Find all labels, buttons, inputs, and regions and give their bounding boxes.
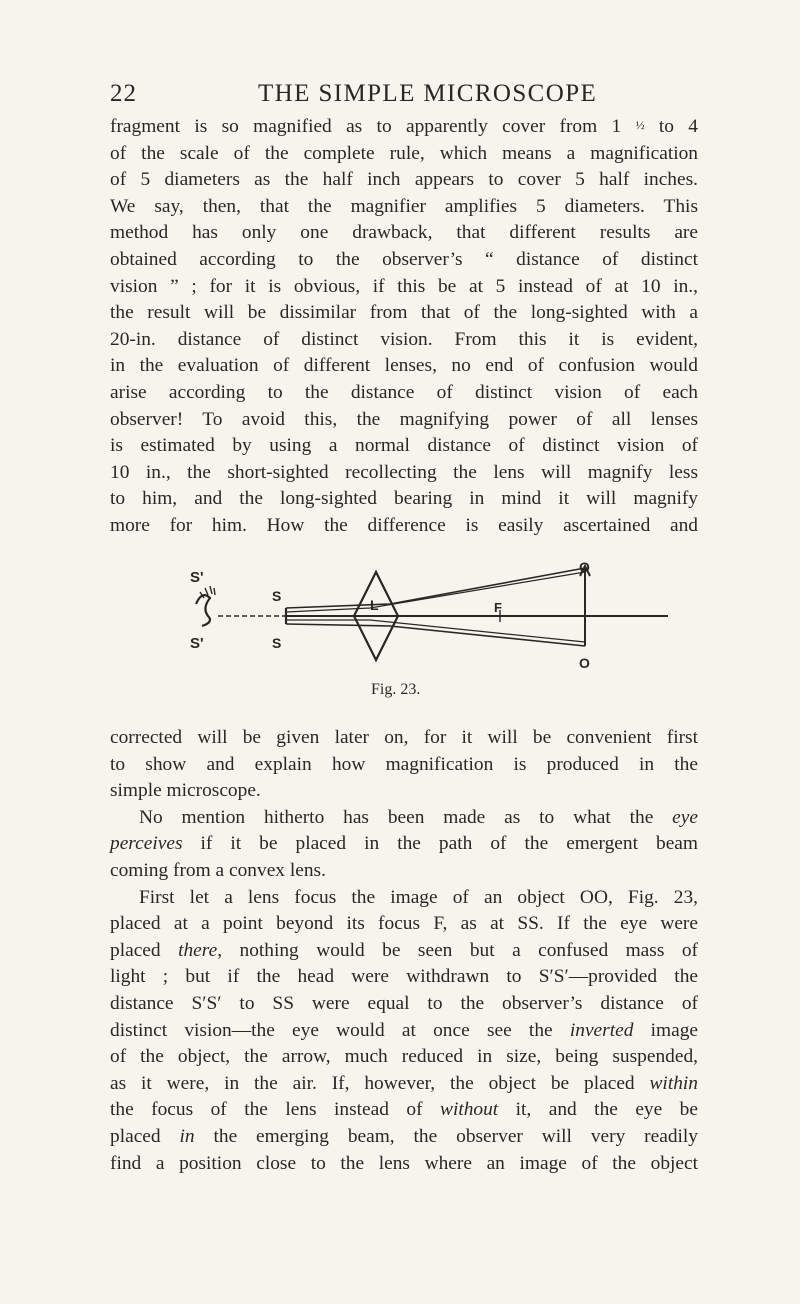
- text-span: placed: [110, 939, 179, 961]
- text-line: [110, 1097, 698, 1124]
- running-title: THE SIMPLE MICROSCOPE: [258, 80, 598, 107]
- text-line: obtained according to the observer’s “ distance of distinct: [110, 248, 698, 270]
- text-line: vision ” ; for it is obvious, if this be at 5 instead of at 10 in.,: [110, 275, 698, 297]
- paragraph-1: [110, 114, 698, 540]
- text-line: of the scale of the complete rule, which means a magnification: [110, 142, 698, 164]
- text-line: [110, 805, 698, 832]
- text-line: 20-in. distance of distinct vision. From this it is evident,: [110, 328, 698, 350]
- figure-23-diagram: [190, 558, 670, 678]
- text-line: to show and explain how magnification is produced in the: [110, 753, 698, 775]
- text-line: [110, 1018, 698, 1045]
- text-line: of the object, the arrow, much reduced in size, being suspended,: [110, 1046, 698, 1068]
- label-s-top: S: [272, 588, 282, 604]
- paragraph-2: [110, 725, 698, 1177]
- text-span: to 4: [644, 116, 698, 137]
- label-o-top: O: [579, 559, 590, 575]
- text-line: method has only one drawback, that different results are: [110, 222, 698, 244]
- text-line: We say, then, that the magnifier amplifies 5 diameters. This: [110, 195, 698, 217]
- text-span: if it be placed in the path of the emergent beam: [182, 833, 698, 855]
- label-o-bottom: O: [579, 655, 590, 671]
- italic-word: perceives: [110, 833, 183, 855]
- text-span: the focus of the lens instead of: [110, 1099, 441, 1121]
- text-line: First let a lens focus the image of an object OO, Fig. 23,: [139, 886, 698, 908]
- text-line: of 5 diameters as the half inch appears to cover 5 half inches.: [110, 169, 698, 191]
- text-span: the emerging beam, the observer will very readily: [194, 1125, 699, 1147]
- text-line: the result will be dissimilar from that of the long-sighted with a: [110, 302, 698, 324]
- label-focus: F: [494, 600, 502, 615]
- text-line: [110, 1071, 698, 1098]
- fraction-half: ½: [635, 118, 645, 132]
- text-line: 10 in., the short-sighted recollecting the lens will magnify less: [110, 461, 698, 483]
- text-line: [110, 1124, 698, 1151]
- text-line: [110, 114, 698, 141]
- text-span: placed: [110, 1125, 180, 1147]
- text-span: fragment is so magnified as to apparently cover from 1: [110, 116, 622, 137]
- running-header: [110, 80, 730, 110]
- label-s-bottom: S: [272, 635, 282, 651]
- figure-caption: Fig. 23.: [371, 681, 421, 698]
- text-line: [110, 938, 698, 965]
- ray-upper: [286, 568, 585, 608]
- page-number: 22: [110, 80, 137, 107]
- label-s-prime-bottom: S': [190, 635, 204, 652]
- text-span: image: [633, 1019, 698, 1041]
- text-line: coming from a convex lens.: [110, 859, 326, 881]
- eye-sketch: [196, 595, 210, 626]
- italic-word: there: [178, 939, 218, 961]
- text-line: [110, 831, 698, 858]
- text-span: distinct vision—the eye would at once see the: [110, 1019, 570, 1041]
- italic-word: in: [179, 1125, 195, 1147]
- text-span: as it were, in the air. If, however, the object be placed: [110, 1072, 650, 1094]
- text-line: observer! To avoid this, the magnifying power of all lenses: [110, 408, 698, 430]
- text-line: corrected will be given later on, for it will be convenient first: [110, 727, 698, 748]
- text-span: No mention hitherto has been made as to what the: [139, 806, 673, 828]
- text-line: more for him. How the difference is easily ascertained and: [110, 514, 698, 536]
- label-lens: L: [370, 597, 379, 613]
- text-line: to him, and the long-sighted bearing in mind it will magnify: [110, 488, 698, 510]
- text-line: find a position close to the lens where an image of the object: [110, 1152, 698, 1174]
- text-line: simple microscope.: [110, 780, 261, 802]
- text-span: , nothing would be seen but a confused mass of: [217, 939, 698, 961]
- italic-word: eye: [672, 806, 698, 828]
- italic-word: within: [649, 1072, 698, 1094]
- text-line: is estimated by using a normal distance of distinct vision of: [110, 435, 698, 457]
- italic-word: without: [440, 1099, 499, 1121]
- text-line: placed at a point beyond its focus F, as at SS. If the eye were: [110, 913, 698, 935]
- text-line: in the evaluation of different lenses, no end of confusion would: [110, 355, 698, 377]
- italic-word: inverted: [569, 1019, 634, 1041]
- text-line: light ; but if the head were withdrawn to S′S′—provided the: [110, 966, 698, 988]
- text-span: it, and the eye be: [498, 1099, 698, 1121]
- text-line: arise according to the distance of distinct vision of each: [110, 381, 698, 403]
- label-s-prime-top: S': [190, 569, 204, 586]
- text-line: distance S′S′ to SS were equal to the observer’s distance of: [110, 992, 698, 1014]
